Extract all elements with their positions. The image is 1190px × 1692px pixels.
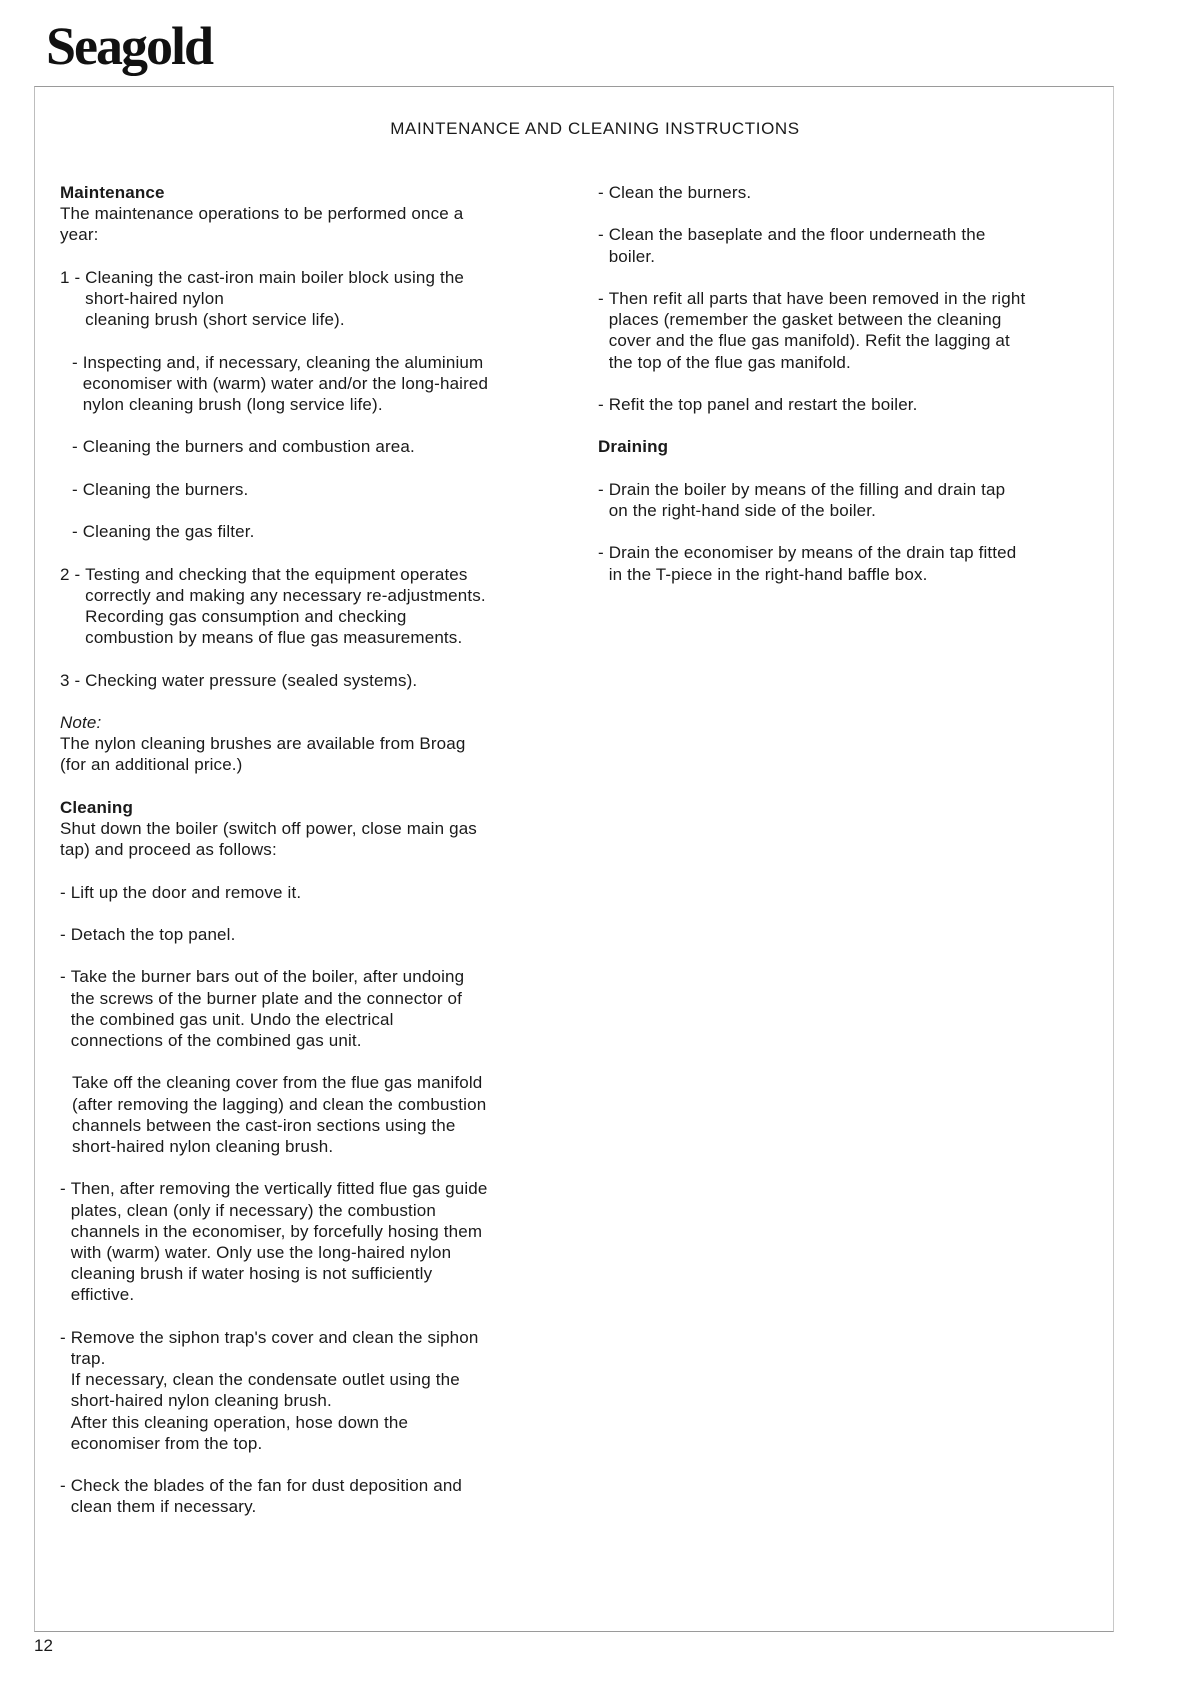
cleaning-item: - Remove the siphon trap's cover and clean the siphon trap. If necessary, clean the condensate outlet using the short-haired nylon cleaning brush. After this cleaning operation, hose down the economiser from the top. bbox=[60, 1327, 479, 1453]
draining-item: - Drain the economiser by means of the drain tap fitted in the T-piece in the right-hand baffle box. bbox=[598, 543, 1017, 584]
note-label: Note: bbox=[60, 712, 102, 732]
right-column bbox=[598, 182, 1098, 606]
page-number: 12 bbox=[34, 1636, 53, 1655]
left-column bbox=[60, 182, 560, 1539]
step-text: Cleaning the cast-iron main boiler block using the short-haired nylon cleaning brush (short service life). bbox=[85, 267, 465, 330]
cleaning-continuation: Take off the cleaning cover from the flue gas manifold (after removing the lagging) and clean the combustion channels between the cast-iron sections using the short-haired nylon cleaning brush. bbox=[72, 1073, 487, 1156]
maintenance-substep: - Inspecting and, if necessary, cleaning the aluminium economiser with (warm) water and/or the long-haired nylon cleaning brush (long service life). bbox=[72, 352, 489, 414]
step-marker: 3 - bbox=[60, 670, 86, 690]
cleaning-item: - Clean the baseplate and the floor underneath the boiler. bbox=[598, 225, 986, 266]
step-text: Checking water pressure (sealed systems). bbox=[85, 670, 418, 690]
step-text: Testing and checking that the equipment operates correctly and making any necessary re-adjustments. Recording gas consumption and checking combustion by means of flue gas measurements. bbox=[85, 564, 486, 648]
brand-logo: Seagold bbox=[46, 16, 213, 76]
maintenance-intro: The maintenance operations to be performed once a year: bbox=[60, 204, 464, 245]
cleaning-item: - Take the burner bars out of the boiler, after undoing the screws of the burner plate and the connector of the combined gas unit. Undo the electrical connections of the combined gas unit. bbox=[60, 967, 465, 1050]
cleaning-item: - Check the blades of the fan for dust deposition and clean them if necessary. bbox=[60, 1476, 463, 1517]
maintenance-heading: Maintenance bbox=[60, 183, 165, 202]
cleaning-item: - Detach the top panel. bbox=[60, 924, 236, 944]
maintenance-step-1 bbox=[60, 267, 560, 331]
cleaning-item: - Then refit all parts that have been removed in the right places (remember the gasket between the cleaning cover and the flue gas manifold). Refit the lagging at the top of the flue gas manifold. bbox=[598, 288, 1026, 372]
step-marker: 2 - bbox=[60, 564, 86, 584]
draining-heading: Draining bbox=[598, 437, 669, 457]
maintenance-substep: - Cleaning the burners and combustion area. bbox=[72, 437, 415, 457]
cleaning-item: - Then, after removing the vertically fitted flue gas guide plates, clean (only if necessary) the combustion channels in the economiser, by forcefully hosing them with (warm) water. Only use the long-haired nylon cleaning brush if water hosing is not sufficiently effictive. bbox=[60, 1179, 488, 1305]
maintenance-substep: - Cleaning the burners. bbox=[72, 479, 249, 499]
cleaning-item: - Lift up the door and remove it. bbox=[60, 882, 302, 902]
cleaning-intro: Shut down the boiler (switch off power, close main gas tap) and proceed as follows: bbox=[60, 818, 477, 860]
cleaning-item: - Refit the top panel and restart the boiler. bbox=[598, 394, 918, 414]
note-text: The nylon cleaning brushes are available from Broag (for an additional price.) bbox=[60, 734, 466, 775]
cleaning-heading: Cleaning bbox=[60, 797, 133, 817]
draining-item: - Drain the boiler by means of the filling and drain tap on the right-hand side of the boiler. bbox=[598, 479, 1006, 520]
maintenance-step-2 bbox=[60, 564, 560, 649]
page-title: MAINTENANCE AND CLEANING INSTRUCTIONS bbox=[390, 119, 800, 138]
cleaning-item: - Clean the burners. bbox=[598, 183, 752, 202]
maintenance-step-3 bbox=[60, 670, 560, 691]
step-marker: 1 - bbox=[60, 267, 86, 287]
maintenance-substep: - Cleaning the gas filter. bbox=[72, 522, 255, 542]
